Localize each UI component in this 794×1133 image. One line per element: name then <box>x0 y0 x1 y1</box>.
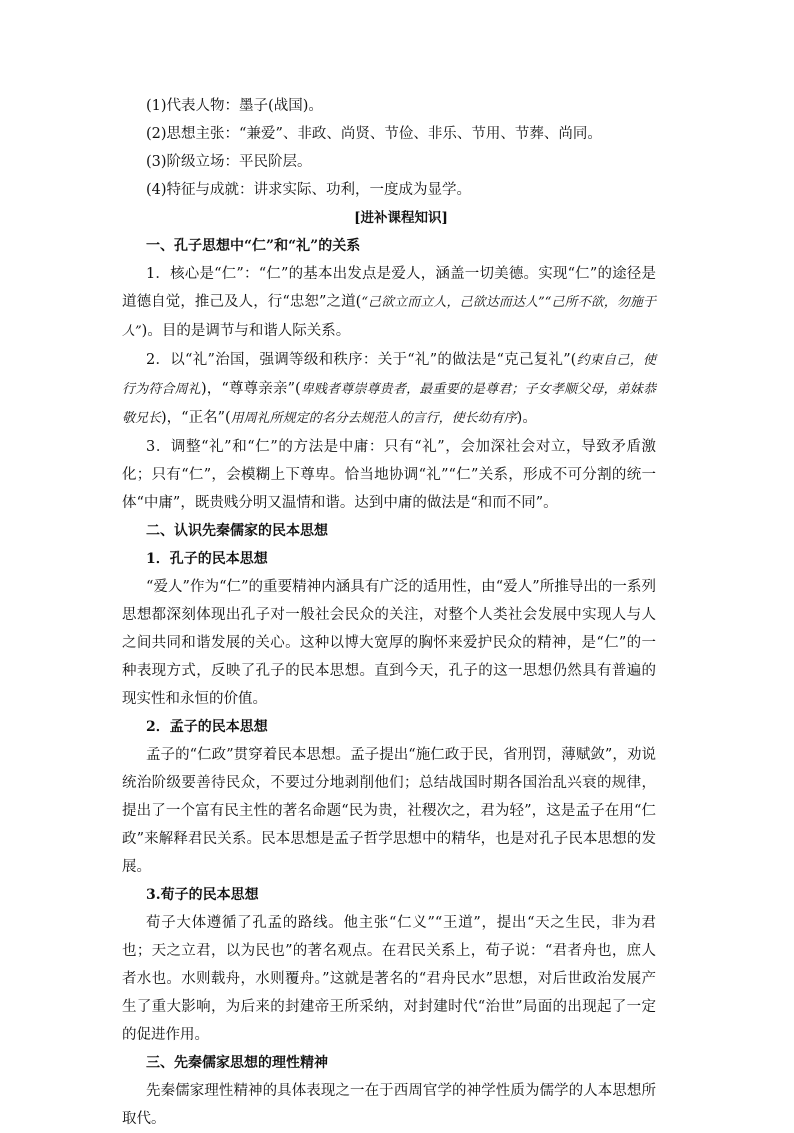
paragraph <box>122 260 656 346</box>
subsection-title: 1．孔子的民本思想 <box>146 551 268 567</box>
annotation: 卑贱者尊崇尊贵者，最重要的是尊君；子女孝顺父母，弟妹恭敬兄长 <box>122 382 656 426</box>
paragraph: 孟子的“仁政”贯穿着民本思想。孟子提出“施仁政于民，省刑罚，薄赋敛”，劝说统治阶级要善待民众，不要过分地剥削他们；总结战国时期各国治乱兴衰的规律，提出了一个富有民主性的著名命题“民为贵，社稷次之，君为轻”，这是孟子在用“仁政”来解释君民关系。民本思想是孟子哲学思想中的精华，也是对孔子民本思想的发展。 <box>122 747 656 875</box>
document-body <box>122 92 656 1133</box>
text: 2．以“礼”治国，强调等级和秩序：关于“礼”的做法是“克己复礼”( <box>146 352 577 368</box>
section-3 <box>122 1049 656 1133</box>
text: 1．核心是“仁”：“仁”的基本出发点是爱人，涵盖一切美德。实现“仁”的途径是道德自觉，推己及人，行“忠恕”之道( <box>122 266 656 310</box>
paragraph: 3．调整“礼”和“仁”的方法是中庸：只有“礼”，会加深社会对立，导致矛盾激化；只有“仁”，会模糊上下尊卑。恰当地协调“礼”“仁”关系，形成不可分割的统一体“中庸”，既贵贱分明又温情和谐。达到中庸的做法是“和而不同”。 <box>122 439 656 511</box>
list-item: (2)思想主张：“兼爱”、非政、尚贤、节俭、非乐、节用、节葬、尚同。 <box>146 126 602 142</box>
section-title: 一、孔子思想中“仁”和“礼”的关系 <box>146 238 361 254</box>
paragraph <box>122 346 656 433</box>
section-1 <box>122 232 656 517</box>
paragraph: “爱人”作为“仁”的重要精神内涵具有广泛的适用性，由“爱人”所推导出的一系列思想都深刻体现出孔子对一般社会民众的关注，对整个人类社会发展中实现人与人之间共同和谐发展的关心。这种以博大宽厚的胸怀来爱护民众的精神，是“仁”的一种表现方式，反映了孔子的民本思想。直到今天，孔子的这一思想仍然具有普遍的现实性和永恒的价值。 <box>122 579 656 707</box>
annotation: 约束自己，使行为符合周礼 <box>122 353 656 397</box>
section-title: 三、先秦儒家思想的理性精神 <box>146 1055 328 1071</box>
section-banner: [进补课程知识] <box>354 210 448 226</box>
subsection-title: 2．孟子的民本思想 <box>146 719 268 735</box>
annotation: “己欲立而立人，己欲达而达人”“己所不欲，勿施于人” <box>122 295 656 339</box>
section-2 <box>122 517 656 1049</box>
paragraph: 先秦儒家理性精神的具体表现之一在于西周官学的神学性质为儒学的人本思想所取代。 <box>122 1083 656 1127</box>
text: )，“正名”( <box>161 410 231 426</box>
paragraph: 荀子大体遵循了孔孟的路线。他主张“仁义”“王道”，提出“天之生民，非为君也；天之立君，以为民也”的著名观点。在君民关系上，荀子说：“君者舟也，庶人者水也。水则载舟，水则覆舟。”这就是著名的“君舟民水”思想，对后世政治发展产生了重大影响，为后来的封建帝王所采纳，对封建时代“治世”局面的出现起了一定的促进作用。 <box>122 915 656 1043</box>
subsection-title: 3.荀子的民本思想 <box>146 887 259 903</box>
text: )，“尊尊亲亲”( <box>200 381 301 397</box>
section-title: 二、认识先秦儒家的民本思想 <box>146 523 328 539</box>
list-item: (4)特征与成就：讲求实际、功利，一度成为显学。 <box>146 182 472 198</box>
list-item: (3)阶级立场：平民阶层。 <box>146 154 312 170</box>
list-item: (1)代表人物：墨子(战国)。 <box>146 98 323 114</box>
annotation: 用周礼所规定的名分去规范人的言行，使长幼有序 <box>230 411 517 426</box>
text: )。 <box>516 410 537 426</box>
text: )。目的是调节与和谐人际关系。 <box>141 323 351 339</box>
